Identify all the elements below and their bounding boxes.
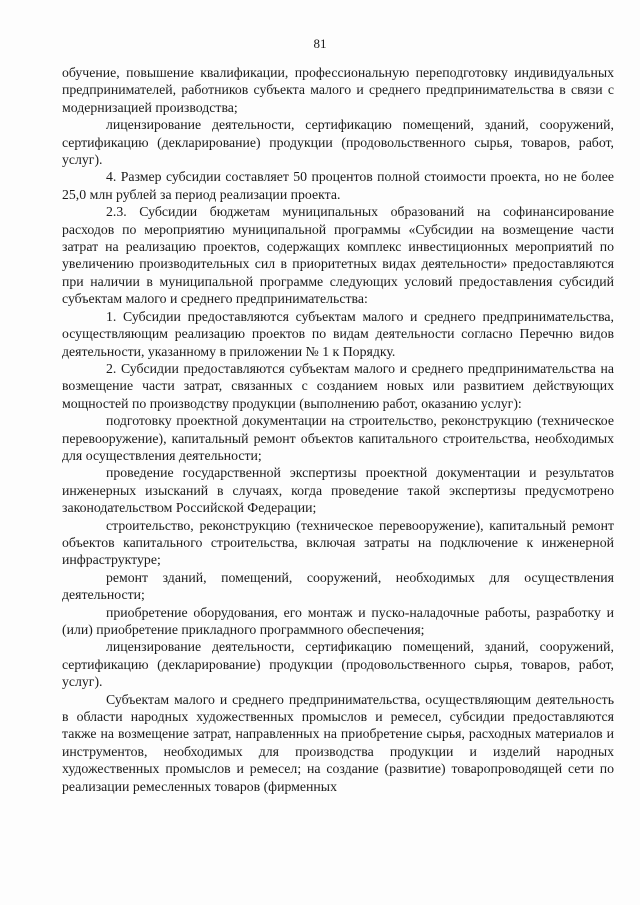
paragraph: лицензирование деятельности, сертификацию помещений, зданий, сооружений, сертификацию (декларирование) продукции (продовольственного сырья, товаров, работ, услуг).: [62, 639, 614, 690]
page-number: 81: [313, 36, 327, 51]
paragraph: обучение, повышение квалификации, профессиональную переподготовку индивидуальных предпринимателей, работников субъекта малого и среднего предпринимательства в связи с модернизацией производства;: [62, 65, 614, 115]
paragraph: подготовку проектной документации на строительство, реконструкцию (техническое перевооружение), капитальный ремонт объектов капитального строительства, необходимых для осуществления деятельности;: [62, 413, 614, 463]
paragraph: 2.3. Субсидии бюджетам муниципальных образований на софинансирование расходов по мероприятию муниципальной программы «Субсидии на возмещение части затрат на реализацию проектов, содержащих комплекс инвестиционных мероприятий по увеличению производительных сил в приоритетных видах деятельности» предоставляются при наличии в муниципальной программе следующих условий предоставления субсидий субъектам малого и среднего предпринимательства:: [62, 204, 614, 307]
document-body: [62, 64, 614, 795]
paragraph: 4. Размер субсидии составляет 50 процентов полной стоимости проекта, но не более 25,0 млн рублей за период реализации проекта.: [62, 169, 614, 202]
list-item: 1. Субсидии предоставляются субъектам малого и среднего предпринимательства, осуществляющим реализацию проектов по видам деятельности согласно Перечню видов деятельности, указанному в приложении № 1 к Порядку.: [62, 308, 614, 359]
paragraph: ремонт зданий, помещений, сооружений, необходимых для осуществления деятельности;: [62, 569, 614, 603]
paragraph: Субъектам малого и среднего предпринимательства, осуществляющим деятельность в области народных художественных промыслов и ремесел, субсидии предоставляются также на возмещение затрат, направленных на приобретение сырья, расходных материалов и инструментов, необходимых для производства продукции и изделий народных художественных промыслов и ремесел; на создание (развитие) товаропроводящей сети по реализации ремесленных товаров (фирменных: [62, 691, 614, 794]
paragraph: лицензирование деятельности, сертификацию помещений, зданий, сооружений, сертификацию (декларирование) продукции (продовольственного сырья, товаров, работ, услуг).: [62, 117, 614, 168]
paragraph: строительство, реконструкцию (техническое перевооружение), капитальный ремонт объектов капитального строительства, включая затраты на подключение к инженерной инфраструктуре;: [62, 517, 614, 568]
list-item: 2. Субсидии предоставляются субъектам малого и среднего предпринимательства на возмещение части затрат, связанных с созданием новых или развитием действующих мощностей по производству продукции (выполнению работ, оказанию услуг):: [62, 360, 614, 411]
paragraph: приобретение оборудования, его монтаж и пуско-наладочные работы, разработку и (или) приобретение прикладного программного обеспечения;: [62, 604, 614, 637]
paragraph: проведение государственной экспертизы проектной документации и результатов инженерных изысканий в случаях, когда проведение такой экспертизы предусмотрено законодательством Российской Федерации;: [62, 465, 614, 516]
